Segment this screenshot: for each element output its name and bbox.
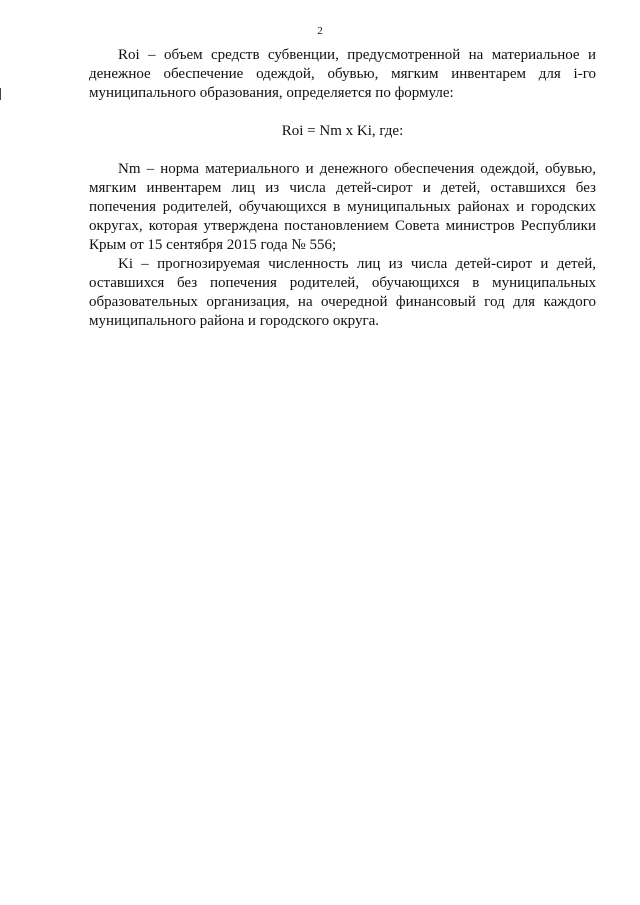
paragraph-ki-definition: Ki – прогнозируемая численность лиц из числа детей-сирот и детей, оставшихся без попечения родителей, обучающихся в муниципальных образовательных организация, на очередной финансовый год для каждого муниципального района и городского округа.	[89, 256, 596, 329]
paragraph-roi-definition: Roi – объем средств субвенции, предусмотренной на материальное и денежное обеспечение одеждой, обувью, мягким инвентарем для i-го муниципального образования, определяется по формуле:	[89, 47, 596, 101]
paragraph-nm-definition: Nm – норма материального и денежного обеспечения одеждой, обувью, мягким инвентарем лиц из числа детей-сирот и детей, оставшихся без попечения родителей, обучающихся в муниципальных районах и городских округах, которая утверждена постановлением Совета министров Республики Крым от 15 сентября 2015 года № 556;	[89, 161, 596, 253]
page-number: 2	[317, 25, 323, 37]
document-body	[89, 46, 596, 331]
margin-mark	[0, 88, 1, 100]
formula: Roi = Nm x Ki, где:	[281, 123, 404, 139]
